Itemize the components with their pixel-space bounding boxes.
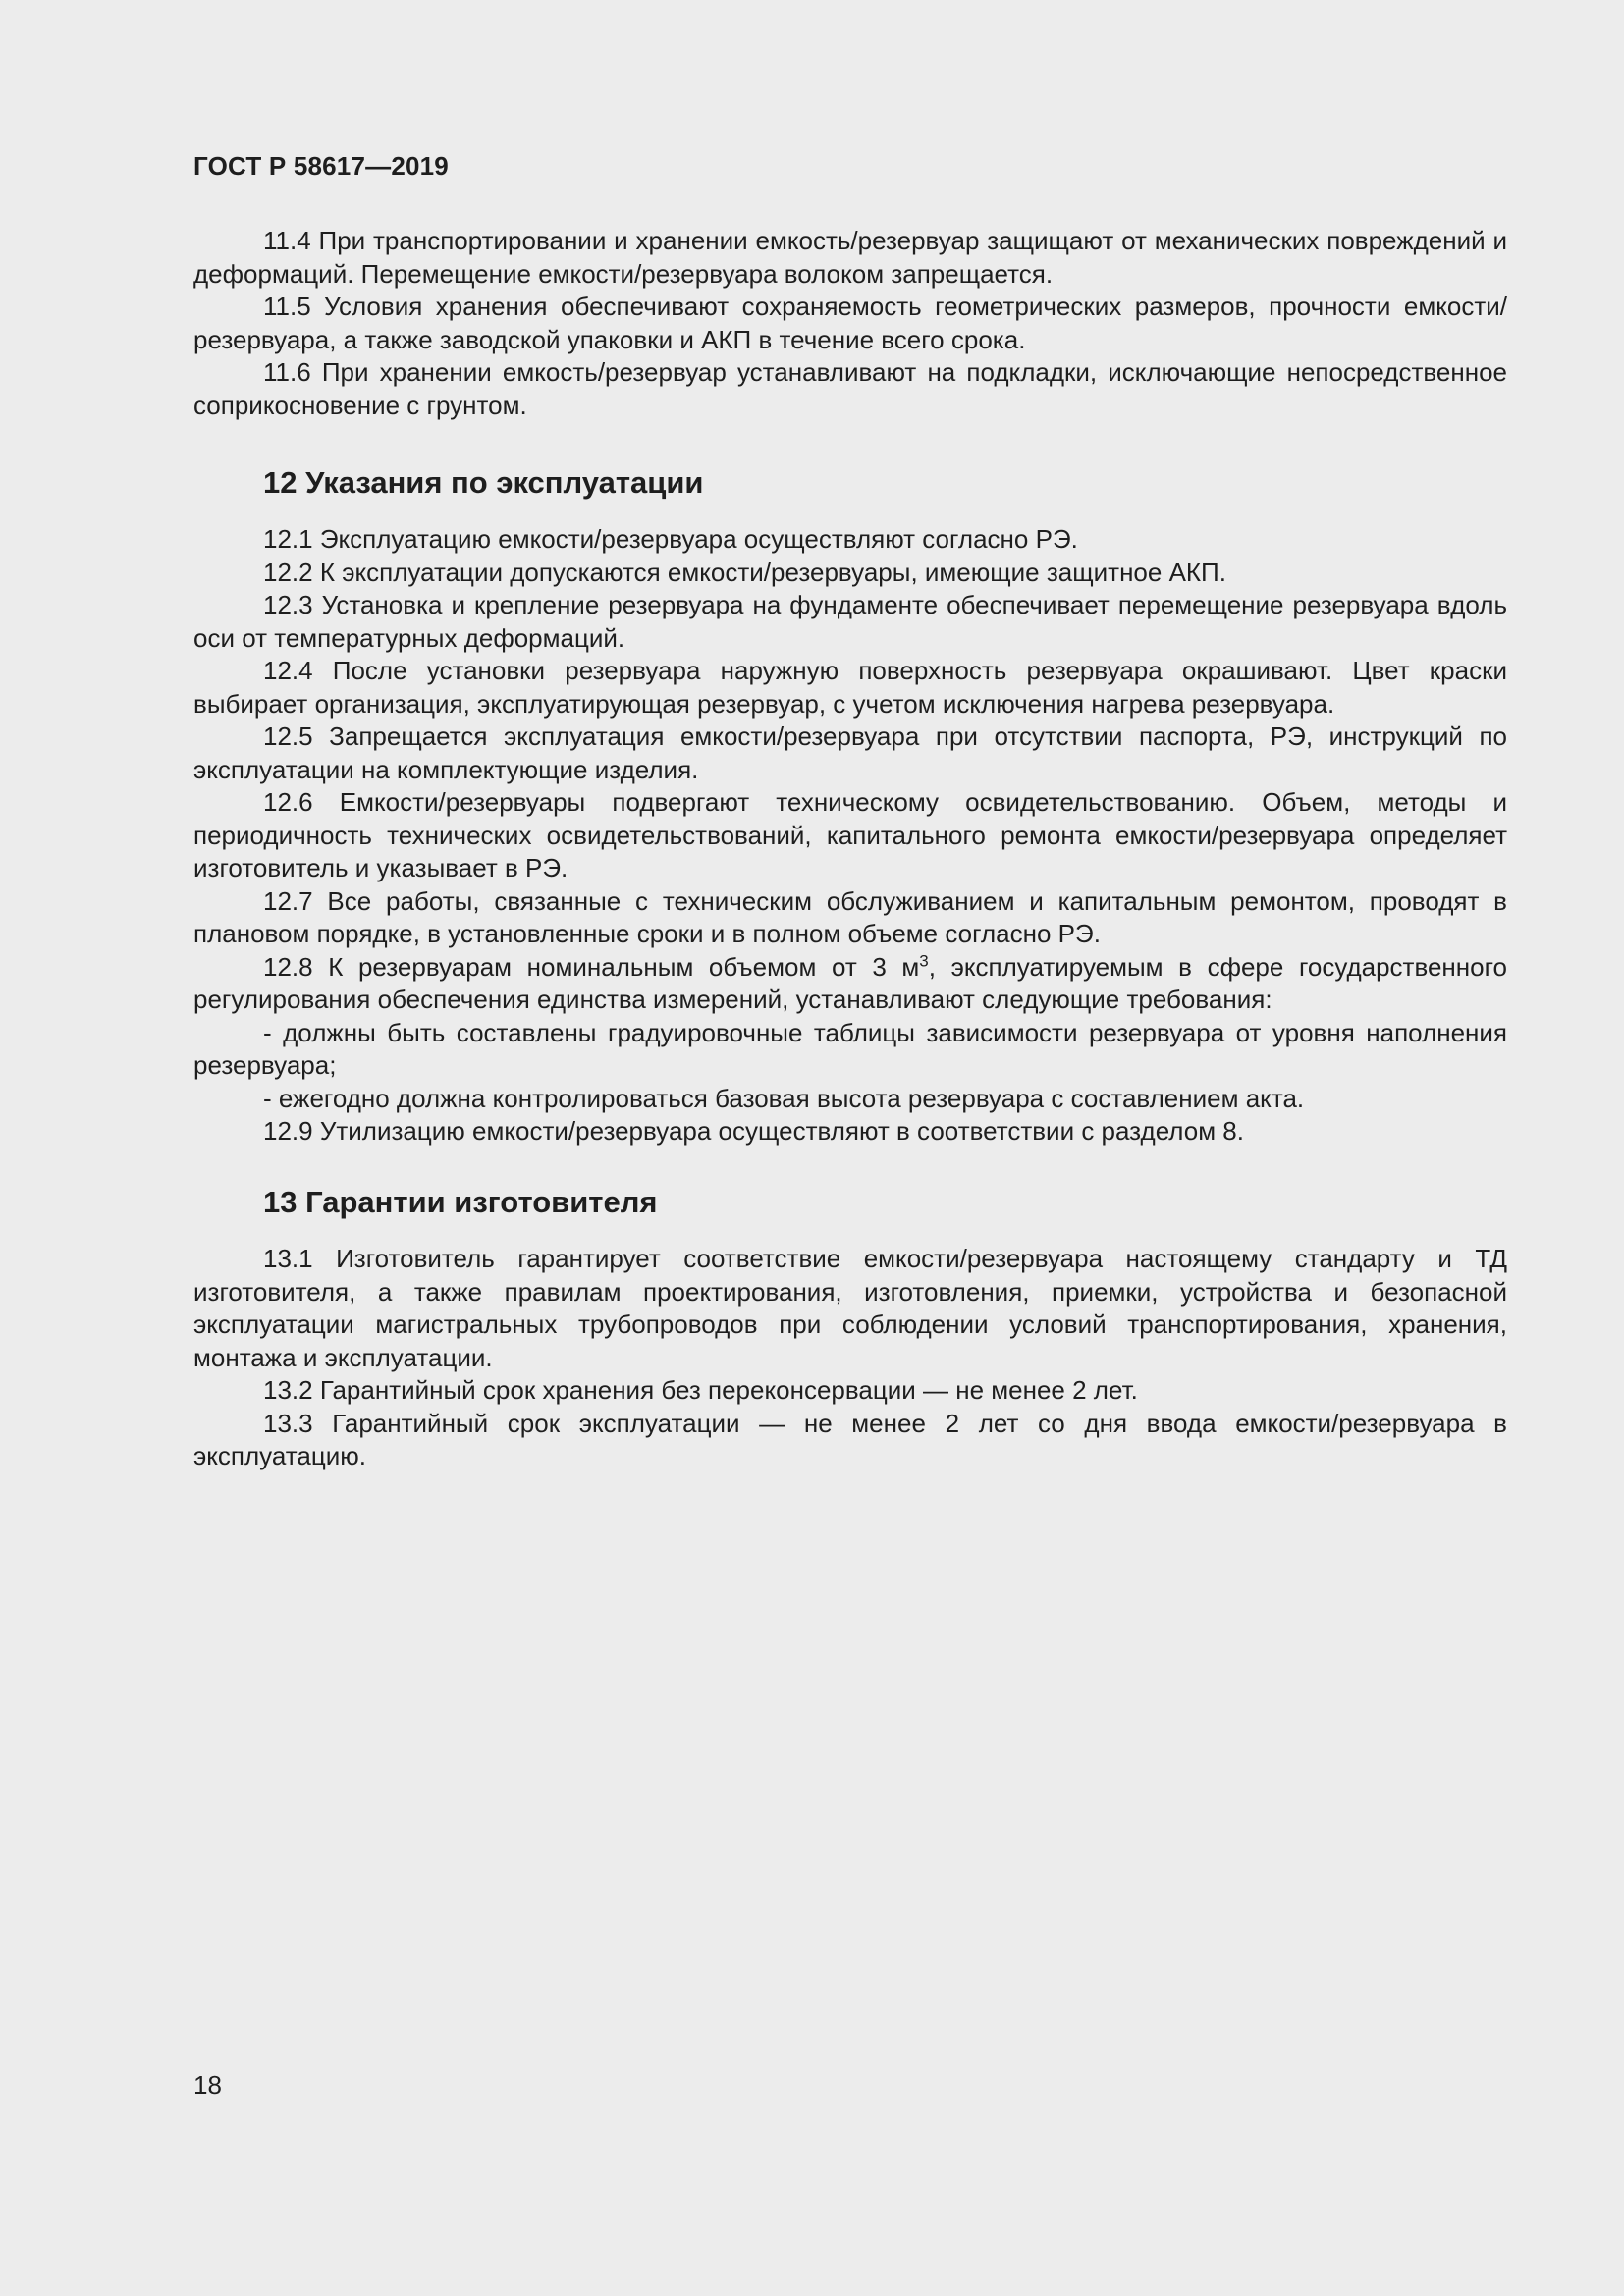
paragraph-13-1: 13.1 Изготовитель гарантирует соответствие емкости/резервуара настоящему стандарту и ТД изготовителя, а также правилам проектирования, изготовления, приемки, устройства и безопасной эксплуатации магистральных трубопроводов при соблюдении условий транспортирования, хранения, монтажа и эксплуатации. — [193, 1244, 1507, 1372]
paragraph-12-6: 12.6 Емкости/резервуары подвергают техническому освидетельствованию. Объем, методы и периодичность технических освидетельствований, капитального ремонта емкости/резервуара определяет изготовитель и указывает в РЭ. — [193, 787, 1507, 882]
paragraph-12-3: 12.3 Установка и крепление резервуара на фундаменте обеспечивает перемещение резервуара вдоль оси от температурных деформаций. — [193, 590, 1507, 653]
section-11-paragraphs — [193, 225, 1507, 422]
paragraph-12-4: 12.4 После установки резервуара наружную поверхность резервуара окрашивают. Цвет краски выбирает организация, эксплуатирующая резервуар, с учетом исключения нагрева резервуара. — [193, 656, 1507, 719]
section-12-paragraphs — [193, 523, 1507, 1148]
paragraph-12-1: 12.1 Эксплуатацию емкости/резервуара осуществляют согласно РЭ. — [263, 524, 1078, 554]
section-13-paragraphs — [193, 1243, 1507, 1473]
paragraph-11-6: 11.6 При хранении емкость/резервуар устанавливают на подкладки, исключающие непосредственное соприкосновение с грунтом. — [193, 357, 1507, 420]
paragraph-11-4: 11.4 При транспортировании и хранении емкость/резервуар защищают от механических повреждений и деформаций. Перемещение емкости/резервуара волоком запрещается. — [193, 226, 1507, 289]
paragraph-12-9: 12.9 Утилизацию емкости/резервуара осуществляют в соответствии с разделом 8. — [263, 1116, 1244, 1146]
paragraph-13-3: 13.3 Гарантийный срок эксплуатации — не менее 2 лет со дня ввода емкости/резервуара в эксплуатацию. — [193, 1408, 1507, 1470]
paragraph-12-8 — [193, 951, 1507, 1017]
paragraph-12-7: 12.7 Все работы, связанные с техническим обслуживанием и капитальным ремонтом, проводят в плановом порядке, в установленные сроки и в полном объеме согласно РЭ. — [193, 885, 1507, 948]
paragraph-12-2: 12.2 К эксплуатации допускаются емкости/резервуары, имеющие защитное АКП. — [263, 557, 1226, 587]
paragraph-12-8-end: , эксплуатируемым в сфере государственного регулирования обеспечения единства измерений, устанавливают следующие требования: — [193, 951, 1507, 1014]
paragraph-12-8-start: 12.8 К резервуарам номинальным объемом от 3 м — [263, 951, 920, 982]
section-12-title: 12 Указания по эксплуатации — [263, 465, 704, 500]
cubic-superscript: 3 — [919, 950, 929, 970]
paragraph-13-2: 13.2 Гарантийный срок хранения без переконсервации — не менее 2 лет. — [263, 1375, 1138, 1405]
section-13-heading-block — [193, 1183, 1507, 1222]
section-12-heading-block — [193, 463, 1507, 503]
section-13-title: 13 Гарантии изготовителя — [263, 1185, 658, 1219]
list-item-tables: - должны быть составлены градуировочные таблицы зависимости резервуара от уровня наполнения резервуара; — [193, 1017, 1507, 1080]
page-number: 18 — [193, 2070, 222, 2100]
paragraph-12-5: 12.5 Запрещается эксплуатация емкости/резервуара при отсутствии паспорта, РЭ, инструкций по эксплуатации на комплектующие изделия. — [193, 721, 1507, 784]
document-header: ГОСТ Р 58617—2019 — [193, 151, 449, 181]
paragraph-11-5: 11.5 Условия хранения обеспечивают сохраняемость геометрических размеров, прочности емкости/резервуара, а также заводской упаковки и АКП в течение всего срока. — [193, 292, 1507, 354]
list-item-base-height: - ежегодно должна контролироваться базовая высота резервуара с составлением акта. — [263, 1083, 1305, 1113]
